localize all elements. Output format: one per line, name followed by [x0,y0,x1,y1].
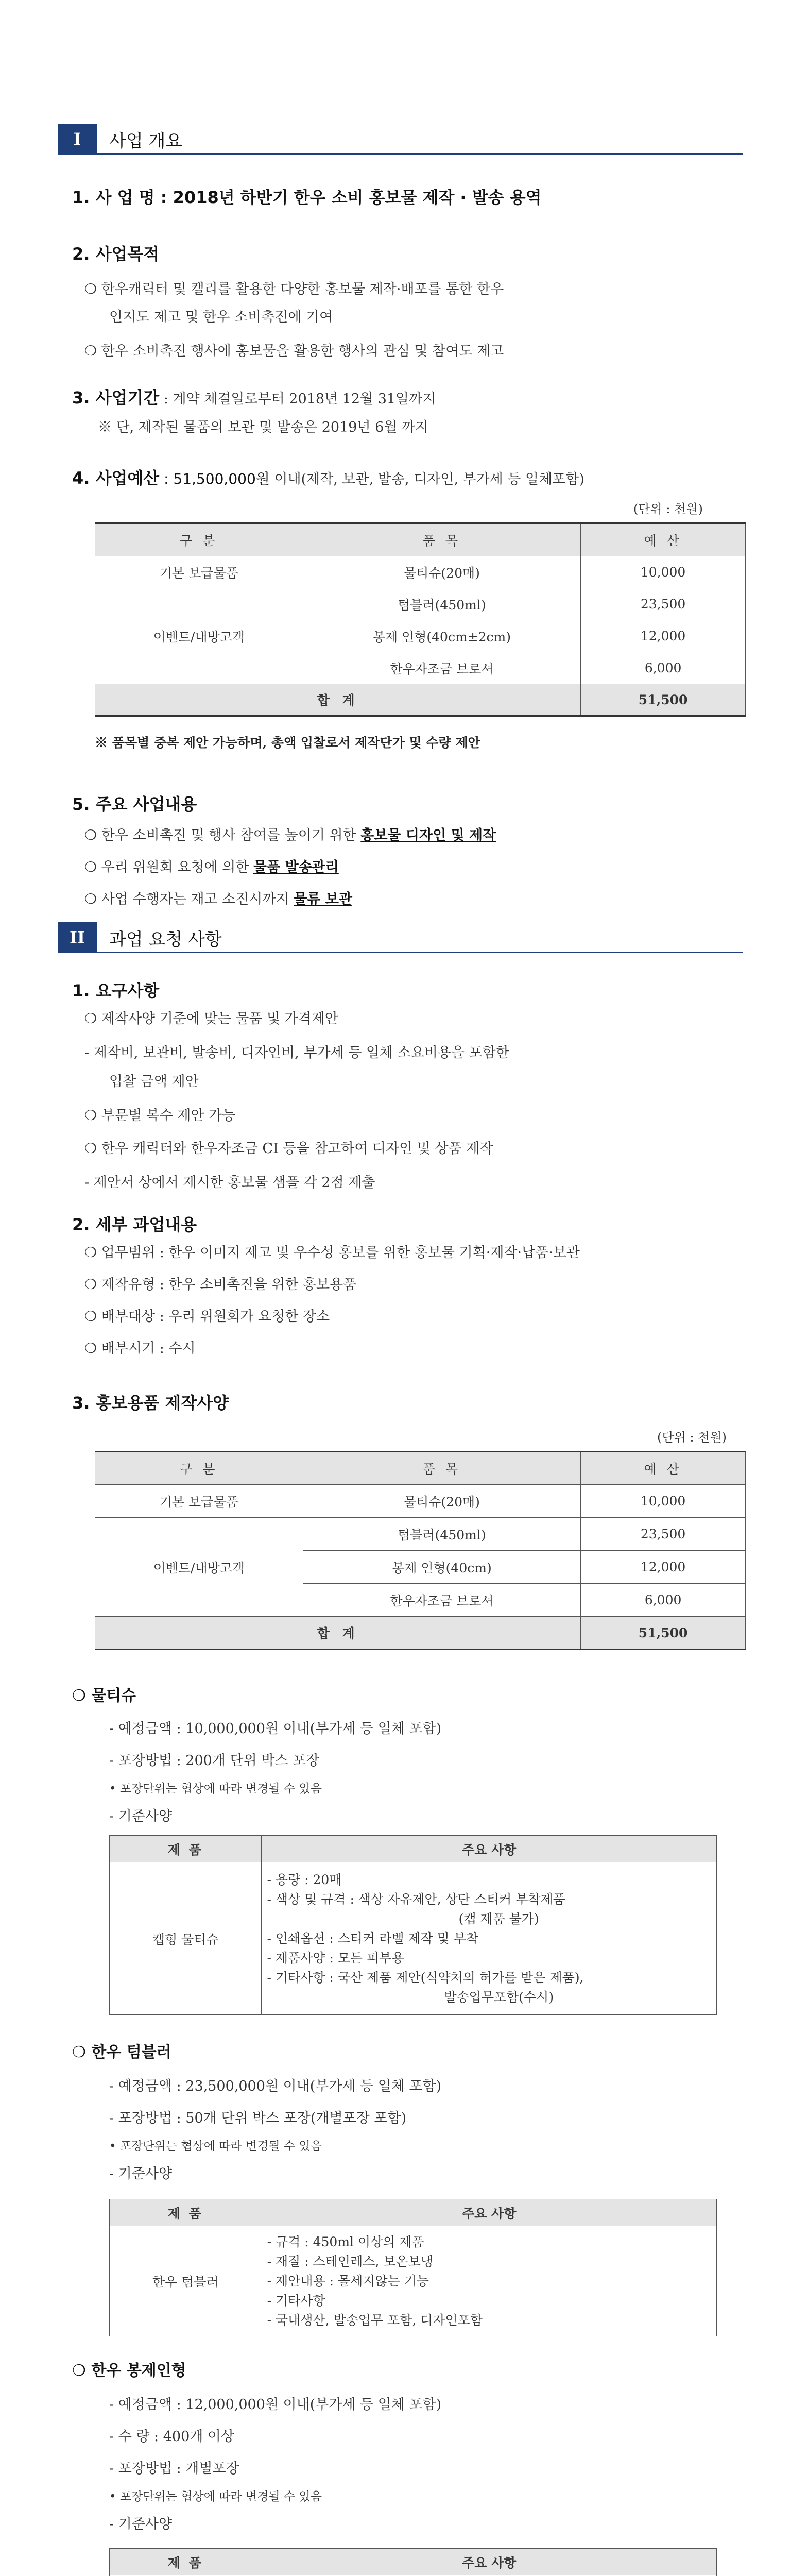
spec-line: - 제안내용 : 몰세지않는 기능 [267,2273,429,2289]
requirement-item: - 제작비, 보관비, 발송비, 디자인비, 부가세 등 일체 소요비용을 포함한 [84,1045,509,1061]
section-header-overview [58,124,743,155]
budget-amount: : 51,500,000원 [159,470,270,487]
budget-footnote: ※ 품목별 중복 제안 가능하며, 총액 입찰로서 제작단가 및 수량 제안 [95,735,480,750]
item-cell: 한우자조금 브로셔 [303,652,581,684]
amount-cell: 6,000 [581,1584,746,1617]
section-title: 과업 요청 사항 [109,929,222,950]
category-cell: 기본 보급물품 [95,556,303,588]
section-number: I [58,124,97,155]
detail-item: ❍ 배부대상 : 우리 위원회가 요청한 장소 [84,1309,330,1325]
wet-tissue-heading: ❍ 물티슈 [72,1687,136,1705]
spec-line: 발송업무포함(수시) [444,1989,554,2005]
spec-line: - 인쇄옵션 : 스티커 라벨 제작 및 부착 [267,1930,479,1946]
purpose-heading: 2. 사업목적 [72,244,160,264]
table-header-row [110,1836,717,1862]
total-label: 합 계 [95,684,581,716]
detail-item: ❍ 제작유형 : 한우 소비촉진을 위한 홍보용품 [84,1277,357,1293]
doll-detail: - 포장방법 : 개별포장 [109,2461,239,2477]
budget-paren: 이내(제작, 보관, 발송, 디자인, 부가세 등 일체포함) [269,471,584,487]
item-emphasis: 물품 발송관리 [253,859,339,875]
spec-line: - 용량 : 20매 [267,1872,342,1887]
item-text: ❍ 사업 수행자는 재고 소진시까지 [84,891,294,907]
period-note: ※ 단, 제작된 물품의 보관 및 발송은 2019년 6월 까지 [98,419,429,435]
detail-heading: 2. 세부 과업내용 [72,1215,197,1234]
column-header: 주요 사항 [262,2199,716,2226]
total-amount: 51,500 [581,684,746,716]
spec-line: - 기타사항 [267,2293,325,2308]
table-header-row [110,2549,717,2575]
amount-cell: 23,500 [581,1518,746,1551]
column-header: 주요 사항 [262,2549,716,2575]
spec-line: - 색상 및 규격 : 색상 자유제안, 상단 스티커 부착제품 [267,1891,565,1907]
main-content-heading: 5. 주요 사업내용 [72,794,197,814]
main-content-item [84,824,496,847]
column-header: 구 분 [95,523,303,556]
amount-cell: 10,000 [581,556,746,588]
item-text: ❍ 한우 소비촉진 및 행사 참여를 높이기 위한 [84,827,361,843]
period-heading: 3. 사업기간 [72,388,160,408]
item-cell: 물티슈(20매) [303,1485,581,1518]
purpose-item: ❍ 한우 소비촉진 행사에 홍보물을 활용한 행사의 관심 및 참여도 제고 [84,343,504,359]
wet-tissue-note: • 포장단위는 협상에 따라 변경될 수 있음 [109,1782,322,1795]
doll-detail: - 수 량 : 400개 이상 [109,2429,235,2445]
spec-heading: 3. 홍보용품 제작사양 [72,1393,229,1413]
total-row [95,1617,746,1650]
spec-table [95,1451,746,1650]
requirement-item: ❍ 한우 캐릭터와 한우자조금 CI 등을 참고하여 디자인 및 상품 제작 [84,1141,493,1157]
total-label: 합 계 [95,1617,581,1650]
spec-list [262,2226,716,2336]
table-row [95,1518,746,1551]
tumbler-note: • 포장단위는 협상에 따라 변경될 수 있음 [109,2140,322,2153]
spec-list [262,1862,717,2015]
product-name: 한우 텀블러 [110,2226,262,2336]
tumbler-detail: - 예정금액 : 23,500,000원 이내(부가세 등 일체 포함) [109,2078,442,2094]
spec-line: - 국내생산, 발송업무 포함, 디자인포함 [267,2312,483,2328]
main-content-item [84,856,339,879]
column-header: 예 산 [581,1452,746,1485]
item-cell: 봉제 인형(40cm±2cm) [303,620,581,652]
section-header-requests [58,922,743,953]
item-cell: 텀블러(450ml) [303,1518,581,1551]
amount-cell: 6,000 [581,652,746,684]
spec-line: - 기타사항 : 국산 제품 제안(식약처의 허가를 받은 제품), [267,1970,584,1985]
column-header: 제 품 [110,1836,262,1862]
table-header-row [95,1452,746,1485]
budget-heading: 4. 사업예산 [72,468,160,488]
spec-line: - 재질 : 스테인레스, 보온보냉 [267,2253,433,2269]
requirement-item: - 제안서 상에서 제시한 홍보물 샘플 각 2점 제출 [84,1175,375,1191]
doll-spec-table [109,2548,717,2576]
total-amount: 51,500 [581,1617,746,1650]
spec-line: (캡 제품 불가) [458,1911,539,1926]
section-number: II [58,922,97,953]
budget-table [95,522,746,717]
category-cell: 기본 보급물품 [95,1485,303,1518]
item-emphasis: 홍보물 디자인 및 제작 [360,827,496,843]
column-header: 품 목 [303,523,581,556]
doll-heading: ❍ 한우 봉제인형 [72,2362,186,2380]
wet-tissue-detail: - 포장방법 : 200개 단위 박스 포장 [109,1753,320,1769]
doll-note: • 포장단위는 협상에 따라 변경될 수 있음 [109,2490,322,2503]
requirements-heading: 1. 요구사항 [72,981,160,1001]
requirement-item-cont: 입찰 금액 제안 [109,1074,199,1090]
item-emphasis: 물류 보관 [294,891,352,907]
period-line [72,386,436,411]
table-row [95,1485,746,1518]
category-cell: 이벤트/내방고객 [95,1518,303,1617]
column-header: 예 산 [581,523,746,556]
section-title: 사업 개요 [109,131,183,151]
purpose-item: ❍ 한우캐릭터 및 캘리를 활용한 다양한 홍보물 제작·배포를 통한 한우 [84,281,504,297]
tumbler-spec-table [109,2199,717,2336]
budget-unit: (단위 : 천원) [633,502,703,516]
column-header: 제 품 [110,2199,262,2226]
table-row [110,2226,717,2336]
purpose-item-cont: 인지도 제고 및 한우 소비촉진에 기여 [109,309,333,325]
spec-line: - 규격 : 450ml 이상의 제품 [267,2234,424,2249]
amount-cell: 10,000 [581,1485,746,1518]
tumbler-detail: - 기준사양 [109,2166,173,2182]
item-cell: 한우자조금 브로셔 [303,1584,581,1617]
amount-cell: 12,000 [581,620,746,652]
requirement-item: ❍ 제작사양 기준에 맞는 물품 및 가격제안 [84,1011,339,1027]
tumbler-detail: - 포장방법 : 50개 단위 박스 포장(개별포장 포함) [109,2110,407,2126]
doll-detail: - 기준사양 [109,2516,173,2532]
tumbler-heading: ❍ 한우 텀블러 [72,2043,171,2061]
amount-cell: 23,500 [581,588,746,620]
detail-item: ❍ 배부시기 : 수시 [84,1341,196,1357]
item-cell: 텀블러(450ml) [303,588,581,620]
table-row [110,1862,717,2015]
project-name: 1. 사 업 명 : 2018년 하반기 한우 소비 홍보물 제작 · 발송 용역 [72,188,542,207]
wet-tissue-detail: - 기준사양 [109,1808,173,1824]
doll-detail: - 예정금액 : 12,000,000원 이내(부가세 등 일체 포함) [109,2397,442,2413]
column-header: 구 분 [95,1452,303,1485]
spec-unit: (단위 : 천원) [657,1430,727,1445]
spec-line: - 제품사양 : 모든 피부용 [267,1950,404,1965]
section-underline [58,153,743,155]
amount-cell: 12,000 [581,1551,746,1584]
column-header: 주요 사항 [262,1836,717,1862]
wet-tissue-detail: - 예정금액 : 10,000,000원 이내(부가세 등 일체 포함) [109,1721,442,1737]
wet-tissue-spec-table [109,1835,717,2015]
table-row [95,556,746,588]
category-cell: 이벤트/내방고객 [95,588,303,684]
table-row [95,588,746,620]
requirement-item: ❍ 부문별 복수 제안 가능 [84,1108,236,1124]
table-header-row [110,2199,717,2226]
main-content-item [84,888,352,911]
table-header-row [95,523,746,556]
column-header: 제 품 [110,2549,262,2575]
budget-line [72,467,584,491]
item-text: ❍ 우리 위원회 요청에 의한 [84,859,253,875]
total-row [95,684,746,716]
column-header: 품 목 [303,1452,581,1485]
item-cell: 물티슈(20매) [303,556,581,588]
detail-item: ❍ 업무범위 : 한우 이미지 제고 및 우수성 홍보를 위한 홍보물 기획·제작·납품·보관 [84,1245,580,1261]
period-text: : 계약 체결일로부터 2018년 12월 31일까지 [159,391,436,407]
item-cell: 봉제 인형(40cm) [303,1551,581,1584]
section-underline [58,952,743,953]
product-name: 캡형 물티슈 [110,1862,262,2015]
